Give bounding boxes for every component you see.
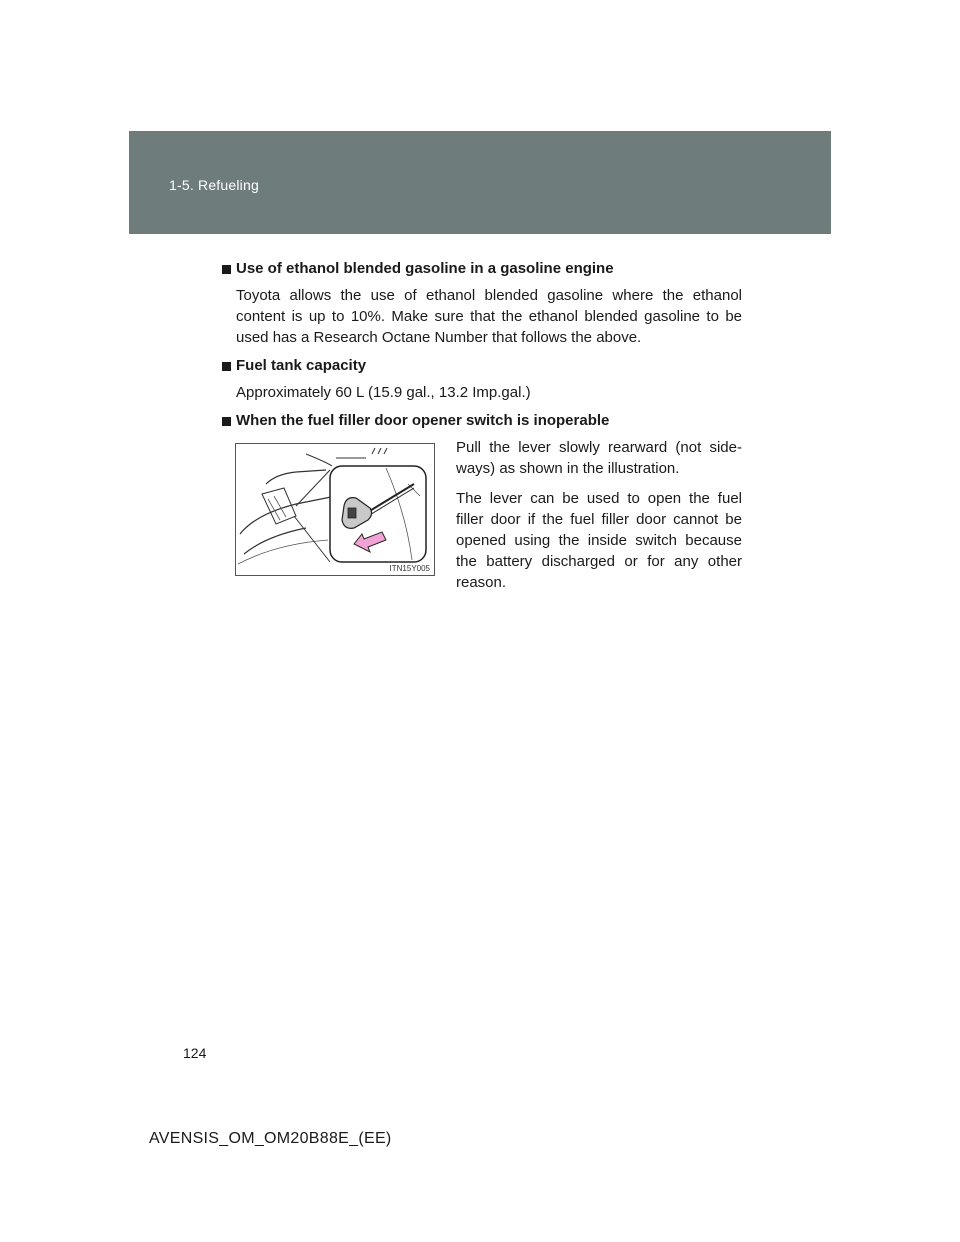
figure-code: ITN15Y005 [389,564,430,573]
document-code: AVENSIS_OM_OM20B88E_(EE) [149,1130,392,1147]
description-paragraph: The lever can be used to open the fuel filler door if the fuel filler door cannot be opened using the inside switch because the battery discharged or for any other reason. [456,490,742,591]
figure-row [222,439,742,593]
lever-illustration [235,443,435,576]
page-number: 124 [183,1045,207,1061]
section-text: Approximately 60 L (15.9 gal., 13.2 Imp.gal.) [236,384,531,401]
page-content [222,259,742,593]
car-trunk-lever-drawing [236,444,434,575]
section-heading [222,356,742,376]
section-heading [222,411,742,431]
figure-description [456,437,742,602]
section-text: Toyota allows the use of ethanol blended gasoline where the ethanol content is up to 10%. Make sure that the ethanol blended gasoline to be used has a Research Octane Number that follows the above. [236,287,742,346]
section-ethanol [222,259,742,348]
section-fuel-tank [222,356,742,403]
heading-text: When the fuel filler door opener switch is inoperable [236,412,610,429]
section-opener-inoperable [222,411,742,431]
square-bullet-icon [222,417,231,426]
description-paragraph: Pull the lever slowly rearward (not side-ways) as shown in the illustration. [456,439,742,477]
square-bullet-icon [222,265,231,274]
section-title: 1-5. Refueling [169,177,259,193]
heading-text: Use of ethanol blended gasoline in a gasoline engine [236,260,614,277]
square-bullet-icon [222,362,231,371]
section-heading [222,259,742,279]
heading-text: Fuel tank capacity [236,357,367,374]
header-band [129,131,831,234]
